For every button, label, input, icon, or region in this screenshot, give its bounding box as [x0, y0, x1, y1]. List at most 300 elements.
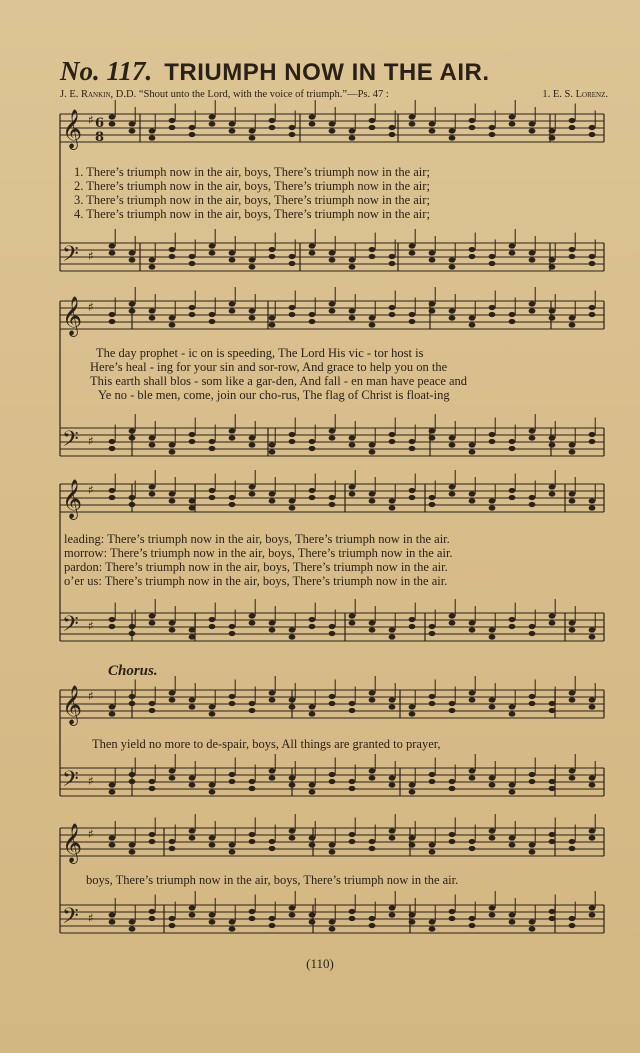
- note-head: [369, 923, 376, 928]
- note-head: [329, 435, 336, 440]
- verse-3-line-3: pardon: There’s triumph now in the air, boys, There’s triumph now in the air.: [64, 560, 448, 574]
- note-head: [129, 631, 136, 636]
- note-head: [469, 315, 476, 320]
- note-head: [389, 782, 396, 787]
- author-credit: J. E. Rankin, D.D.: [60, 89, 137, 100]
- note-head: [289, 697, 296, 702]
- note-head: [209, 121, 216, 126]
- note-head: [509, 842, 516, 847]
- note-head: [249, 435, 256, 440]
- note-head: [449, 832, 456, 837]
- note-head: [209, 919, 216, 924]
- note-head: [189, 627, 196, 632]
- note-head: [329, 926, 336, 931]
- key-signature-sharp: ♯: [88, 619, 94, 633]
- note-head: [369, 627, 376, 632]
- note-head: [229, 772, 236, 777]
- note-head: [469, 498, 476, 503]
- note-head: [529, 502, 536, 507]
- note-head: [229, 495, 236, 500]
- note-head: [289, 312, 296, 317]
- note-head: [329, 128, 336, 133]
- note-head: [429, 701, 436, 706]
- note-head: [149, 135, 156, 140]
- note-head: [449, 442, 456, 447]
- note-head: [489, 634, 496, 639]
- note-head: [289, 782, 296, 787]
- note-head: [349, 257, 356, 262]
- note-head: [589, 261, 596, 266]
- note-head: [489, 439, 496, 444]
- note-head: [529, 624, 536, 629]
- note-head: [329, 502, 336, 507]
- note-head: [309, 912, 316, 917]
- note-head: [109, 243, 116, 248]
- note-head: [209, 250, 216, 255]
- note-head: [209, 711, 216, 716]
- note-head: [349, 839, 356, 844]
- note-head: [389, 439, 396, 444]
- note-head: [489, 498, 496, 503]
- note-head: [389, 835, 396, 840]
- note-head: [449, 484, 456, 489]
- note-head: [569, 442, 576, 447]
- note-head: [369, 322, 376, 327]
- note-head: [249, 832, 256, 837]
- note-head: [509, 319, 516, 324]
- key-signature-sharp: ♯: [88, 827, 94, 841]
- note-head: [349, 491, 356, 496]
- note-head: [369, 498, 376, 503]
- note-head: [189, 432, 196, 437]
- note-head: [549, 491, 556, 496]
- note-head: [129, 842, 136, 847]
- note-head: [149, 442, 156, 447]
- verse-2-line-3: morrow: There’s triumph now in the air, boys, There’s triumph now in the air.: [64, 546, 453, 560]
- note-head: [389, 254, 396, 259]
- note-head: [489, 132, 496, 137]
- bass-clef: 𝄢: [62, 904, 79, 934]
- note-head: [209, 243, 216, 248]
- note-head: [569, 491, 576, 496]
- note-head: [569, 690, 576, 695]
- note-head: [229, 919, 236, 924]
- note-head: [509, 488, 516, 493]
- note-head: [149, 308, 156, 313]
- note-head: [469, 125, 476, 130]
- key-signature-sharp: ♯: [88, 300, 94, 314]
- note-head: [229, 842, 236, 847]
- note-head: [309, 704, 316, 709]
- note-head: [149, 708, 156, 713]
- note-head: [529, 919, 536, 924]
- note-head: [549, 484, 556, 489]
- note-head: [189, 697, 196, 702]
- note-head: [189, 905, 196, 910]
- note-head: [249, 839, 256, 844]
- note-head: [409, 243, 416, 248]
- note-head: [169, 839, 176, 844]
- note-head: [109, 495, 116, 500]
- note-head: [509, 919, 516, 924]
- note-head: [189, 828, 196, 833]
- note-head: [289, 498, 296, 503]
- note-head: [289, 432, 296, 437]
- note-head: [589, 498, 596, 503]
- note-head: [449, 315, 456, 320]
- note-head: [429, 308, 436, 313]
- note-head: [549, 832, 556, 837]
- note-head: [109, 446, 116, 451]
- verse-3-line-2: This earth shall blos - som like a gar-den, And fall - en man have peace and: [90, 374, 468, 388]
- note-head: [329, 772, 336, 777]
- note-head: [389, 775, 396, 780]
- note-head: [309, 121, 316, 126]
- note-head: [209, 782, 216, 787]
- note-head: [249, 613, 256, 618]
- note-head: [389, 505, 396, 510]
- note-head: [569, 839, 576, 844]
- note-head: [109, 842, 116, 847]
- note-head: [229, 128, 236, 133]
- note-head: [129, 435, 136, 440]
- note-head: [149, 257, 156, 262]
- note-head: [109, 912, 116, 917]
- note-head: [469, 697, 476, 702]
- note-head: [449, 264, 456, 269]
- note-head: [549, 786, 556, 791]
- note-head: [509, 439, 516, 444]
- note-head: [469, 118, 476, 123]
- note-head: [149, 620, 156, 625]
- bass-clef: 𝄢: [62, 612, 79, 642]
- note-head: [469, 449, 476, 454]
- note-head: [389, 905, 396, 910]
- note-head: [169, 916, 176, 921]
- note-head: [449, 701, 456, 706]
- note-head: [349, 442, 356, 447]
- note-head: [589, 828, 596, 833]
- treble-clef: 𝄞: [62, 479, 83, 519]
- note-head: [169, 697, 176, 702]
- treble-clef: 𝄞: [62, 296, 83, 336]
- note-head: [229, 301, 236, 306]
- note-head: [549, 315, 556, 320]
- note-head: [269, 916, 276, 921]
- key-signature-sharp: ♯: [88, 483, 94, 497]
- note-head: [129, 694, 136, 699]
- note-head: [409, 789, 416, 794]
- note-head: [429, 121, 436, 126]
- note-head: [549, 701, 556, 706]
- note-head: [429, 694, 436, 699]
- note-head: [269, 839, 276, 844]
- note-head: [129, 308, 136, 313]
- note-head: [269, 690, 276, 695]
- time-signature-top: 6: [95, 116, 105, 131]
- verse-1-line-1: 1. There’s triumph now in the air, boys, There’s triumph now in the air;: [74, 165, 430, 179]
- verse-4-line-1: 4. There’s triumph now in the air, boys, There’s triumph now in the air;: [74, 207, 430, 221]
- note-head: [129, 495, 136, 500]
- note-head: [429, 631, 436, 636]
- treble-clef: 𝄞: [62, 109, 83, 149]
- staff-lines: [60, 114, 604, 933]
- note-head: [549, 135, 556, 140]
- note-head: [309, 488, 316, 493]
- note-head: [409, 919, 416, 924]
- note-head: [469, 254, 476, 259]
- chorus-line-1: Then yield no more to de-spair, boys, All things are granted to prayer,: [92, 737, 441, 751]
- note-head: [409, 495, 416, 500]
- note-head: [149, 839, 156, 844]
- note-head: [429, 779, 436, 784]
- note-head: [349, 128, 356, 133]
- time-signature-bottom: 8: [95, 130, 105, 145]
- note-head: [549, 909, 556, 914]
- note-head: [529, 250, 536, 255]
- note-head: [369, 491, 376, 496]
- note-head: [549, 620, 556, 625]
- note-head: [109, 617, 116, 622]
- notes: [109, 100, 596, 932]
- note-head: [329, 842, 336, 847]
- note-head: [489, 697, 496, 702]
- note-head: [189, 254, 196, 259]
- note-head: [409, 912, 416, 917]
- note-head: [529, 301, 536, 306]
- note-head: [389, 498, 396, 503]
- note-head: [149, 315, 156, 320]
- note-head: [149, 779, 156, 784]
- note-head: [509, 912, 516, 917]
- note-head: [589, 254, 596, 259]
- note-head: [269, 498, 276, 503]
- note-head: [329, 257, 336, 262]
- note-head: [109, 114, 116, 119]
- note-head: [109, 919, 116, 924]
- note-head: [429, 772, 436, 777]
- note-head: [229, 428, 236, 433]
- note-head: [269, 923, 276, 928]
- note-head: [269, 254, 276, 259]
- treble-clef: 𝄞: [62, 685, 83, 725]
- note-head: [229, 631, 236, 636]
- note-head: [569, 498, 576, 503]
- bass-clef: 𝄢: [62, 242, 79, 272]
- note-head: [169, 322, 176, 327]
- note-head: [549, 128, 556, 133]
- key-signature-sharp: ♯: [88, 689, 94, 703]
- note-head: [349, 909, 356, 914]
- note-head: [389, 634, 396, 639]
- composer-credit: 1. E. S. Lorenz.: [542, 89, 608, 100]
- note-head: [589, 697, 596, 702]
- note-head: [569, 775, 576, 780]
- verse-2-line-1: 2. There’s triumph now in the air, boys, There’s triumph now in the air;: [74, 179, 430, 193]
- note-head: [529, 435, 536, 440]
- note-head: [289, 505, 296, 510]
- note-head: [309, 114, 316, 119]
- note-head: [589, 704, 596, 709]
- note-head: [209, 617, 216, 622]
- note-head: [349, 832, 356, 837]
- note-head: [449, 435, 456, 440]
- note-head: [589, 312, 596, 317]
- note-head: [569, 254, 576, 259]
- note-head: [369, 697, 376, 702]
- note-head: [469, 775, 476, 780]
- note-head: [169, 690, 176, 695]
- note-head: [189, 775, 196, 780]
- note-head: [489, 432, 496, 437]
- note-head: [149, 786, 156, 791]
- note-head: [289, 634, 296, 639]
- note-head: [409, 446, 416, 451]
- note-head: [449, 308, 456, 313]
- treble-clef: 𝄞: [62, 823, 83, 863]
- note-head: [489, 627, 496, 632]
- note-head: [269, 627, 276, 632]
- note-head: [569, 846, 576, 851]
- note-head: [449, 916, 456, 921]
- note-head: [549, 916, 556, 921]
- note-head: [489, 775, 496, 780]
- note-head: [309, 842, 316, 847]
- verse-4-line-3: o’er us: There’s triumph now in the air, boys, There’s triumph now in the air.: [64, 574, 448, 588]
- note-head: [529, 631, 536, 636]
- note-head: [269, 697, 276, 702]
- note-head: [169, 923, 176, 928]
- page-number: (110): [306, 956, 334, 971]
- note-head: [389, 912, 396, 917]
- note-head: [249, 264, 256, 269]
- note-head: [169, 118, 176, 123]
- note-head: [369, 690, 376, 695]
- note-head: [129, 257, 136, 262]
- note-head: [549, 708, 556, 713]
- note-head: [449, 135, 456, 140]
- note-head: [589, 782, 596, 787]
- note-head: [189, 498, 196, 503]
- note-head: [469, 839, 476, 844]
- note-head: [569, 916, 576, 921]
- note-head: [249, 708, 256, 713]
- note-head: [409, 842, 416, 847]
- note-head: [589, 132, 596, 137]
- note-head: [509, 624, 516, 629]
- note-head: [309, 250, 316, 255]
- verse-4-line-2: Ye no - ble men, come, join our cho-rus, The flag of Christ is float-ing: [98, 388, 450, 402]
- note-head: [309, 835, 316, 840]
- note-head: [129, 301, 136, 306]
- note-head: [129, 121, 136, 126]
- note-head: [329, 428, 336, 433]
- note-head: [429, 842, 436, 847]
- note-head: [409, 250, 416, 255]
- note-head: [449, 128, 456, 133]
- note-head: [349, 701, 356, 706]
- note-head: [249, 257, 256, 262]
- note-head: [509, 243, 516, 248]
- key-signature-sharp: ♯: [88, 249, 94, 263]
- note-head: [489, 254, 496, 259]
- note-head: [169, 491, 176, 496]
- note-head: [429, 250, 436, 255]
- note-head: [149, 128, 156, 133]
- note-head: [569, 449, 576, 454]
- note-head: [529, 842, 536, 847]
- note-head: [269, 491, 276, 496]
- clefs: [62, 109, 104, 934]
- hymn-name: TRIUMPH NOW IN THE AIR.: [164, 59, 490, 86]
- note-head: [529, 428, 536, 433]
- note-head: [229, 502, 236, 507]
- note-head: [469, 923, 476, 928]
- note-head: [569, 768, 576, 773]
- note-head: [109, 439, 116, 444]
- note-head: [109, 488, 116, 493]
- note-head: [429, 495, 436, 500]
- note-head: [589, 835, 596, 840]
- note-head: [369, 768, 376, 773]
- note-head: [269, 449, 276, 454]
- note-head: [109, 624, 116, 629]
- note-head: [289, 828, 296, 833]
- note-head: [589, 305, 596, 310]
- note-head: [149, 484, 156, 489]
- note-head: [249, 308, 256, 313]
- note-head: [269, 442, 276, 447]
- note-head: [249, 128, 256, 133]
- note-head: [329, 495, 336, 500]
- note-head: [149, 435, 156, 440]
- key-signature-sharp: ♯: [88, 774, 94, 788]
- note-head: [389, 305, 396, 310]
- note-head: [509, 114, 516, 119]
- note-head: [369, 254, 376, 259]
- note-head: [249, 135, 256, 140]
- note-head: [489, 261, 496, 266]
- note-head: [349, 135, 356, 140]
- note-head: [109, 250, 116, 255]
- note-head: [369, 247, 376, 252]
- note-head: [369, 620, 376, 625]
- note-head: [329, 919, 336, 924]
- note-head: [309, 495, 316, 500]
- note-head: [409, 782, 416, 787]
- note-head: [569, 620, 576, 625]
- note-head: [529, 121, 536, 126]
- note-head: [289, 704, 296, 709]
- note-head: [309, 624, 316, 629]
- note-head: [289, 835, 296, 840]
- note-head: [149, 613, 156, 618]
- note-head: [289, 905, 296, 910]
- note-head: [489, 125, 496, 130]
- note-head: [269, 125, 276, 130]
- note-head: [529, 257, 536, 262]
- note-head: [109, 319, 116, 324]
- note-head: [329, 308, 336, 313]
- note-head: [389, 132, 396, 137]
- note-head: [129, 926, 136, 931]
- note-head: [369, 315, 376, 320]
- note-head: [209, 446, 216, 451]
- note-head: [109, 782, 116, 787]
- note-head: [469, 916, 476, 921]
- note-head: [229, 121, 236, 126]
- note-head: [249, 315, 256, 320]
